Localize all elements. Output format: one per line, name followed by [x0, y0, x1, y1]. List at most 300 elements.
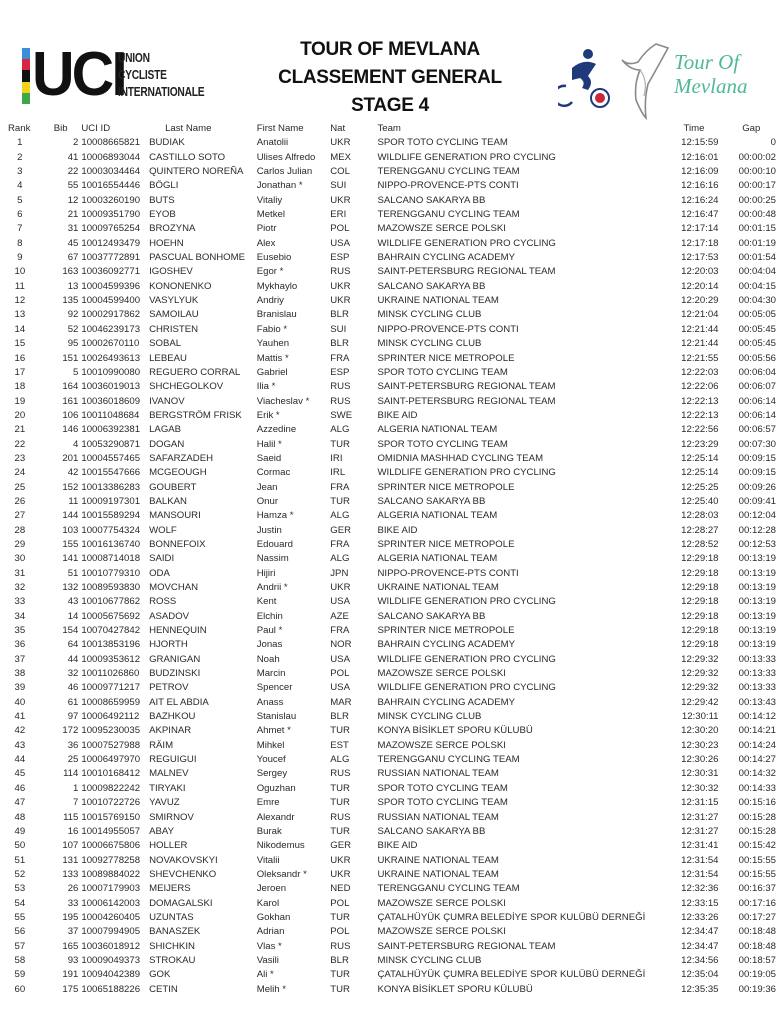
table-row — [0, 811, 776, 825]
cell-last-name: YAVUZ — [149, 797, 180, 809]
cell-last-name: ASADOV — [149, 610, 190, 622]
cell-first-name: Justin — [256, 524, 282, 536]
cell-bib: 95 — [67, 338, 79, 350]
cell-rank: 2 — [17, 151, 23, 163]
cell-nat: TUR — [330, 983, 350, 995]
table-row — [0, 782, 776, 796]
cell-gap: 00:13:19 — [738, 610, 776, 622]
cell-last-name: BÖGLI — [149, 180, 179, 192]
cell-rank: 13 — [14, 309, 26, 321]
cell-nat: UKR — [330, 868, 351, 880]
cell-last-name: ROSS — [149, 596, 177, 608]
cell-time: 12:21:04 — [681, 309, 719, 321]
column-header-team: Team — [377, 123, 401, 134]
cell-first-name: Egor * — [256, 266, 284, 278]
cell-first-name: Jonas — [256, 639, 283, 651]
cell-first-name: Jeroen — [256, 883, 287, 895]
cell-first-name: Karol — [256, 897, 280, 909]
cell-bib: 55 — [67, 180, 79, 192]
cell-time: 12:16:47 — [681, 209, 719, 221]
cell-first-name: Mattis * — [256, 352, 289, 364]
cell-team: TERENGGANU CYCLING TEAM — [377, 166, 520, 178]
cell-nat: SUI — [330, 323, 347, 335]
table-row — [0, 380, 776, 394]
cell-gap: 00:18:48 — [738, 940, 776, 952]
cell-first-name: Gabriel — [256, 366, 288, 378]
cell-nat: UKR — [330, 854, 351, 866]
cell-uci-id: 10070427842 — [81, 625, 141, 637]
cell-rank: 23 — [14, 452, 26, 464]
cell-nat: ESP — [330, 366, 350, 378]
cell-team: SPOR TOTO CYCLING TEAM — [377, 137, 508, 149]
column-header-last-name: Last Name — [165, 123, 212, 134]
cell-first-name: Carlos Julian — [256, 166, 313, 178]
cell-first-name: Paul * — [256, 625, 283, 637]
cell-rank: 12 — [14, 295, 26, 307]
cell-nat: AZE — [330, 610, 349, 622]
cell-nat: COL — [330, 166, 350, 178]
cell-gap: 00:18:57 — [738, 954, 776, 966]
table-row — [0, 940, 776, 954]
cell-last-name: PETROV — [149, 682, 189, 694]
table-row — [0, 667, 776, 681]
race-title: TOUR OF MEVLANA — [300, 39, 480, 60]
column-header-nat: Nat — [330, 123, 346, 134]
cell-team: TERENGGANU CYCLING TEAM — [377, 209, 520, 221]
cell-team: SPRINTER NICE METROPOLE — [377, 625, 515, 637]
cell-gap: 00:01:19 — [738, 237, 776, 249]
cell-gap: 00:04:15 — [738, 280, 776, 292]
cell-uci-id: 10004599396 — [81, 280, 141, 292]
cell-last-name: SAIDI — [149, 553, 175, 565]
cell-nat: TUR — [330, 725, 350, 737]
cell-gap: 00:18:48 — [738, 926, 776, 938]
cell-nat: SUI — [330, 180, 347, 192]
cell-rank: 55 — [14, 911, 26, 923]
table-row — [0, 868, 776, 882]
cell-team: UKRAINE NATIONAL TEAM — [377, 582, 499, 593]
table-row — [0, 767, 776, 781]
cell-team: SAINT-PETERSBURG REGIONAL TEAM — [377, 381, 556, 393]
cell-team: WILDLIFE GENERATION PRO CYCLING — [377, 467, 556, 479]
cell-uci-id: 10010168412 — [81, 768, 141, 780]
cell-last-name: AIT EL ABDIA — [149, 696, 209, 708]
cell-first-name: Cormac — [256, 467, 291, 479]
cell-uci-id: 10009197301 — [81, 495, 141, 507]
cell-team: MAZOWSZE SERCE POLSKI — [377, 926, 506, 938]
table-row — [0, 495, 776, 509]
cell-nat: IRI — [330, 452, 343, 464]
cell-gap: 00:19:36 — [738, 983, 776, 995]
cell-gap: 00:01:54 — [738, 252, 776, 264]
uci-logo-letters: UCI — [32, 40, 125, 109]
cell-first-name: Viacheslav * — [256, 395, 310, 407]
cell-rank: 48 — [14, 811, 26, 823]
cell-first-name: Edouard — [256, 538, 293, 550]
cell-rank: 38 — [14, 668, 26, 680]
cell-team: BAHRAIN CYCLING ACADEMY — [377, 696, 516, 708]
cell-rank: 27 — [14, 510, 26, 522]
table-row — [0, 323, 776, 337]
cell-nat: BLR — [330, 711, 349, 723]
cell-gap: 00:13:19 — [738, 596, 776, 608]
cell-first-name: Piotr — [256, 223, 277, 235]
cell-bib: 201 — [62, 452, 79, 464]
cell-last-name: MCGEOUGH — [149, 467, 207, 479]
table-row — [0, 610, 776, 624]
cell-uci-id: 10010722726 — [81, 797, 141, 809]
cell-rank: 32 — [14, 582, 26, 593]
cell-bib: 11 — [68, 495, 79, 507]
cell-time: 12:25:25 — [681, 481, 719, 493]
cell-first-name: Burak — [256, 825, 282, 837]
cell-first-name: Melih * — [256, 983, 287, 995]
cell-time: 12:33:26 — [681, 911, 719, 923]
cell-gap: 00:09:15 — [738, 452, 776, 464]
cell-uci-id: 10026493613 — [81, 352, 141, 364]
cell-nat: IRL — [330, 467, 346, 479]
cell-nat: NED — [330, 883, 351, 895]
cell-uci-id: 10015589294 — [81, 510, 141, 522]
cell-bib: 31 — [67, 223, 79, 235]
cell-time: 12:31:27 — [681, 825, 719, 837]
table-row — [0, 366, 776, 380]
cell-last-name: IVANOV — [149, 395, 185, 407]
cell-time: 12:29:18 — [681, 639, 719, 651]
cell-bib: 42 — [67, 467, 79, 479]
cell-uci-id: 10089884022 — [81, 868, 141, 880]
stripe-yellow — [22, 82, 30, 93]
cell-team: KONYA BİSİKLET SPORU KÜLUBÜ — [377, 983, 533, 995]
cell-uci-id: 10008714018 — [81, 553, 141, 565]
cell-time: 12:29:18 — [681, 567, 719, 579]
cell-gap: 00:13:19 — [738, 582, 776, 593]
cell-bib: 44 — [67, 653, 79, 665]
cell-time: 12:28:27 — [681, 524, 719, 536]
cell-bib: 146 — [62, 424, 79, 436]
table-row — [0, 581, 776, 595]
cell-uci-id: 10036018912 — [81, 940, 141, 952]
cell-uci-id: 10095230035 — [81, 725, 141, 737]
document-header — [0, 0, 776, 122]
cell-time: 12:23:29 — [681, 438, 719, 450]
cell-nat: RUS — [330, 266, 351, 278]
cell-time: 12:35:04 — [681, 969, 719, 981]
cell-team: SAINT-PETERSBURG REGIONAL TEAM — [377, 940, 556, 952]
cell-first-name: Sergey — [256, 768, 288, 780]
whirling-dervish-icon — [616, 40, 672, 120]
cell-rank: 16 — [14, 352, 26, 364]
cell-first-name: Alexandr — [256, 811, 295, 823]
uci-rainbow-stripes — [22, 48, 30, 104]
table-row — [0, 825, 776, 839]
cell-team: BIKE AID — [377, 409, 418, 421]
table-row — [0, 696, 776, 710]
table-row — [0, 395, 776, 409]
cell-gap: 00:15:28 — [738, 825, 776, 837]
cell-rank: 17 — [14, 366, 26, 378]
cell-nat: SWE — [330, 409, 353, 421]
cell-last-name: RÄIM — [149, 739, 174, 751]
cell-uci-id: 10094042389 — [81, 969, 141, 981]
cell-team: OMIDNIA MASHHAD CYCLING TEAM — [377, 452, 544, 464]
table-row — [0, 796, 776, 810]
cell-last-name: QUINTERO NOREÑA — [149, 166, 244, 178]
table-row — [0, 179, 776, 193]
table-row — [0, 983, 776, 997]
cell-nat: POL — [330, 668, 350, 680]
cell-uci-id: 10004557465 — [81, 452, 141, 464]
cell-bib: 163 — [62, 266, 79, 278]
cell-nat: TUR — [330, 495, 350, 507]
cell-uci-id: 10012493479 — [81, 237, 141, 249]
cell-time: 12:32:36 — [681, 883, 719, 895]
cell-uci-id: 10003260190 — [81, 194, 141, 206]
cell-gap: 00:00:10 — [738, 166, 776, 178]
cell-team: ALGERIA NATIONAL TEAM — [377, 553, 498, 565]
cell-uci-id: 10004599400 — [81, 295, 141, 307]
cell-nat: POL — [330, 223, 350, 235]
cell-time: 12:22:03 — [681, 366, 719, 378]
cell-uci-id: 10008659959 — [81, 696, 141, 708]
cell-nat: RUS — [330, 395, 351, 407]
cell-last-name: GRANIGAN — [149, 653, 201, 665]
cell-rank: 28 — [14, 524, 26, 536]
classification-title: CLASSEMENT GENERAL — [278, 67, 502, 88]
cell-last-name: BROZYNA — [149, 223, 196, 235]
table-row — [0, 897, 776, 911]
cell-gap: 00:13:19 — [738, 639, 776, 651]
cell-nat: POL — [330, 897, 350, 909]
cell-team: RUSSIAN NATIONAL TEAM — [377, 811, 499, 823]
general-classification-table — [0, 122, 776, 997]
column-header-bib: Bib — [53, 123, 68, 134]
cell-nat: POL — [330, 926, 350, 938]
cell-uci-id: 10016554446 — [81, 180, 141, 192]
column-header-rank: Rank — [8, 123, 31, 134]
cell-uci-id: 10005675692 — [81, 610, 141, 622]
cell-gap: 00:15:55 — [738, 868, 776, 880]
cell-gap: 00:06:04 — [738, 366, 776, 378]
cell-gap: 00:13:19 — [738, 553, 776, 565]
cell-first-name: Kent — [256, 596, 277, 608]
cell-team: SPOR TOTO CYCLING TEAM — [377, 438, 508, 450]
cell-time: 12:30:20 — [681, 725, 719, 737]
cell-last-name: AKPINAR — [149, 725, 192, 737]
cell-bib: 154 — [62, 625, 79, 637]
cell-bib: 5 — [73, 366, 79, 378]
cell-gap: 00:15:55 — [738, 854, 776, 866]
cell-time: 12:17:14 — [681, 223, 719, 235]
table-row — [0, 481, 776, 495]
cell-team: SALCANO SAKARYA BB — [377, 610, 486, 622]
cell-last-name: SMIRNOV — [149, 811, 194, 823]
cell-rank: 21 — [14, 424, 26, 436]
cell-time: 12:28:52 — [681, 538, 719, 550]
cell-uci-id: 10009353612 — [81, 653, 141, 665]
cell-team: MAZOWSZE SERCE POLSKI — [377, 739, 506, 751]
cell-gap: 00:13:19 — [738, 625, 776, 637]
cell-last-name: VASYLYUK — [149, 295, 199, 307]
cell-nat: JPN — [330, 567, 349, 579]
cell-first-name: Halil * — [256, 438, 282, 450]
tour-of-mevlana-wordmark — [674, 50, 747, 98]
cell-bib: 43 — [67, 596, 79, 608]
cell-gap: 00:01:15 — [738, 223, 776, 235]
cell-first-name: Nikodemus — [256, 840, 305, 852]
table-row — [0, 739, 776, 753]
cell-last-name: NOVAKOVSKYI — [149, 854, 218, 866]
cell-time: 12:31:41 — [681, 840, 719, 852]
table-row — [0, 681, 776, 695]
cell-nat: ALG — [330, 510, 350, 522]
table-row — [0, 638, 776, 652]
cell-last-name: WOLF — [149, 524, 177, 536]
cell-bib: 115 — [63, 811, 79, 823]
cell-bib: 93 — [67, 954, 79, 966]
cell-time: 12:31:54 — [681, 854, 719, 866]
cell-team: BAHRAIN CYCLING ACADEMY — [377, 252, 516, 264]
table-header-row — [0, 122, 776, 136]
cell-rank: 46 — [14, 782, 26, 794]
table-row — [0, 954, 776, 968]
cell-nat: FRA — [330, 538, 350, 550]
cell-uci-id: 10009765254 — [81, 223, 141, 235]
cell-bib: 152 — [62, 481, 79, 493]
cell-last-name: LEBEAU — [149, 352, 187, 364]
cell-uci-id: 10014955057 — [81, 825, 141, 837]
cell-rank: 44 — [14, 754, 26, 766]
cell-team: MINSK CYCLING CLUB — [377, 309, 482, 321]
cell-uci-id: 10036019013 — [81, 381, 141, 393]
table-row — [0, 839, 776, 853]
cell-uci-id: 10006497970 — [81, 754, 141, 766]
cell-gap: 00:14:27 — [738, 754, 776, 766]
cell-uci-id: 10046239173 — [81, 323, 141, 335]
cell-uci-id: 10015547666 — [81, 467, 141, 479]
cell-team: ALGERIA NATIONAL TEAM — [377, 510, 498, 522]
cell-first-name: Yauhen — [256, 338, 290, 350]
cell-bib: 175 — [62, 983, 79, 995]
cell-team: NIPPO-PROVENCE-PTS CONTI — [377, 567, 519, 579]
cell-uci-id: 10013853196 — [81, 639, 141, 651]
cell-gap: 00:15:42 — [738, 840, 776, 852]
cell-team: BIKE AID — [377, 840, 418, 852]
cell-bib: 12 — [67, 194, 79, 206]
cell-rank: 24 — [14, 467, 26, 479]
cell-last-name: MOVCHAN — [149, 582, 199, 593]
table-body — [0, 136, 776, 997]
cell-bib: 41 — [67, 151, 79, 163]
cell-time: 12:17:53 — [681, 252, 719, 264]
cell-bib: 144 — [62, 510, 79, 522]
cell-bib: 33 — [67, 897, 79, 909]
cell-time: 12:25:14 — [681, 452, 719, 464]
cell-team: SPRINTER NICE METROPOLE — [377, 352, 515, 364]
cell-first-name: Saeid — [256, 452, 282, 464]
cell-first-name: Oleksandr * — [256, 868, 307, 880]
cell-time: 12:22:13 — [681, 395, 719, 407]
cell-bib: 97 — [67, 711, 79, 723]
table-row — [0, 151, 776, 165]
cell-last-name: MEIJERS — [149, 883, 191, 895]
cell-last-name: CETIN — [149, 983, 178, 995]
cell-first-name: Jonathan * — [256, 180, 303, 192]
cell-first-name: Vitaliy — [256, 194, 283, 206]
cell-last-name: REGUERO CORRAL — [149, 366, 241, 378]
cell-nat: USA — [330, 682, 350, 694]
cell-last-name: SHCHEGOLKOV — [149, 381, 224, 393]
cell-nat: ALG — [330, 754, 350, 766]
cell-bib: 36 — [67, 739, 79, 751]
cell-bib: 131 — [62, 854, 79, 866]
cell-last-name: KONONENKO — [149, 280, 212, 292]
cell-bib: 165 — [62, 940, 79, 952]
cell-bib: 14 — [67, 610, 79, 622]
cell-rank: 60 — [14, 983, 26, 995]
wordmark-line: Mevlana — [674, 74, 748, 98]
cell-uci-id: 10009351790 — [81, 209, 141, 221]
cell-uci-id: 10013386283 — [81, 481, 141, 493]
cell-rank: 33 — [14, 596, 26, 608]
cell-time: 12:29:42 — [681, 696, 719, 708]
cell-uci-id: 10006492112 — [81, 711, 140, 723]
uci-text-line: INTERNATIONALE — [118, 85, 205, 99]
cell-uci-id: 10008665821 — [81, 137, 141, 149]
cell-team: WILDLIFE GENERATION PRO CYCLING — [377, 237, 556, 249]
cell-last-name: TIRYAKI — [149, 782, 186, 794]
cell-first-name: Anatolii — [256, 137, 289, 149]
cell-bib: 2 — [73, 137, 79, 149]
cell-gap: 00:15:28 — [738, 811, 776, 823]
cell-last-name: PASCUAL BONHOME — [149, 252, 246, 264]
cell-team: MAZOWSZE SERCE POLSKI — [377, 668, 506, 680]
cell-first-name: Hamza * — [256, 510, 294, 522]
cell-rank: 8 — [17, 237, 23, 249]
cell-rank: 43 — [14, 739, 26, 751]
table-row — [0, 208, 776, 222]
cell-first-name: Eusebio — [256, 252, 292, 264]
table-row — [0, 237, 776, 251]
cell-time: 12:34:47 — [681, 926, 719, 938]
table-row — [0, 308, 776, 322]
cell-rank: 11 — [14, 280, 25, 292]
cell-uci-id: 10092778258 — [81, 854, 141, 866]
cell-team: MINSK CYCLING CLUB — [377, 954, 482, 966]
cell-rank: 51 — [14, 854, 26, 866]
cell-rank: 26 — [14, 495, 26, 507]
cell-team: SPRINTER NICE METROPOLE — [377, 481, 515, 493]
cell-gap: 00:05:45 — [738, 323, 776, 335]
cell-last-name: HENNEQUIN — [149, 625, 207, 637]
cell-uci-id: 10036018609 — [81, 395, 141, 407]
cell-time: 12:33:15 — [681, 897, 719, 909]
cell-time: 12:29:18 — [681, 610, 719, 622]
cell-rank: 50 — [14, 840, 26, 852]
cell-rank: 42 — [14, 725, 26, 737]
cell-uci-id: 10036092771 — [81, 266, 141, 278]
cell-nat: TUR — [330, 969, 350, 981]
cell-last-name: DOMAGALSKI — [149, 897, 213, 909]
cell-nat: BLR — [330, 954, 349, 966]
cell-time: 12:28:03 — [681, 510, 719, 522]
table-row — [0, 165, 776, 179]
table-row — [0, 337, 776, 351]
cell-last-name: MANSOURI — [149, 510, 201, 522]
cell-bib: 16 — [67, 825, 79, 837]
cell-nat: RUS — [330, 811, 351, 823]
cell-uci-id: 10009822242 — [81, 782, 141, 794]
